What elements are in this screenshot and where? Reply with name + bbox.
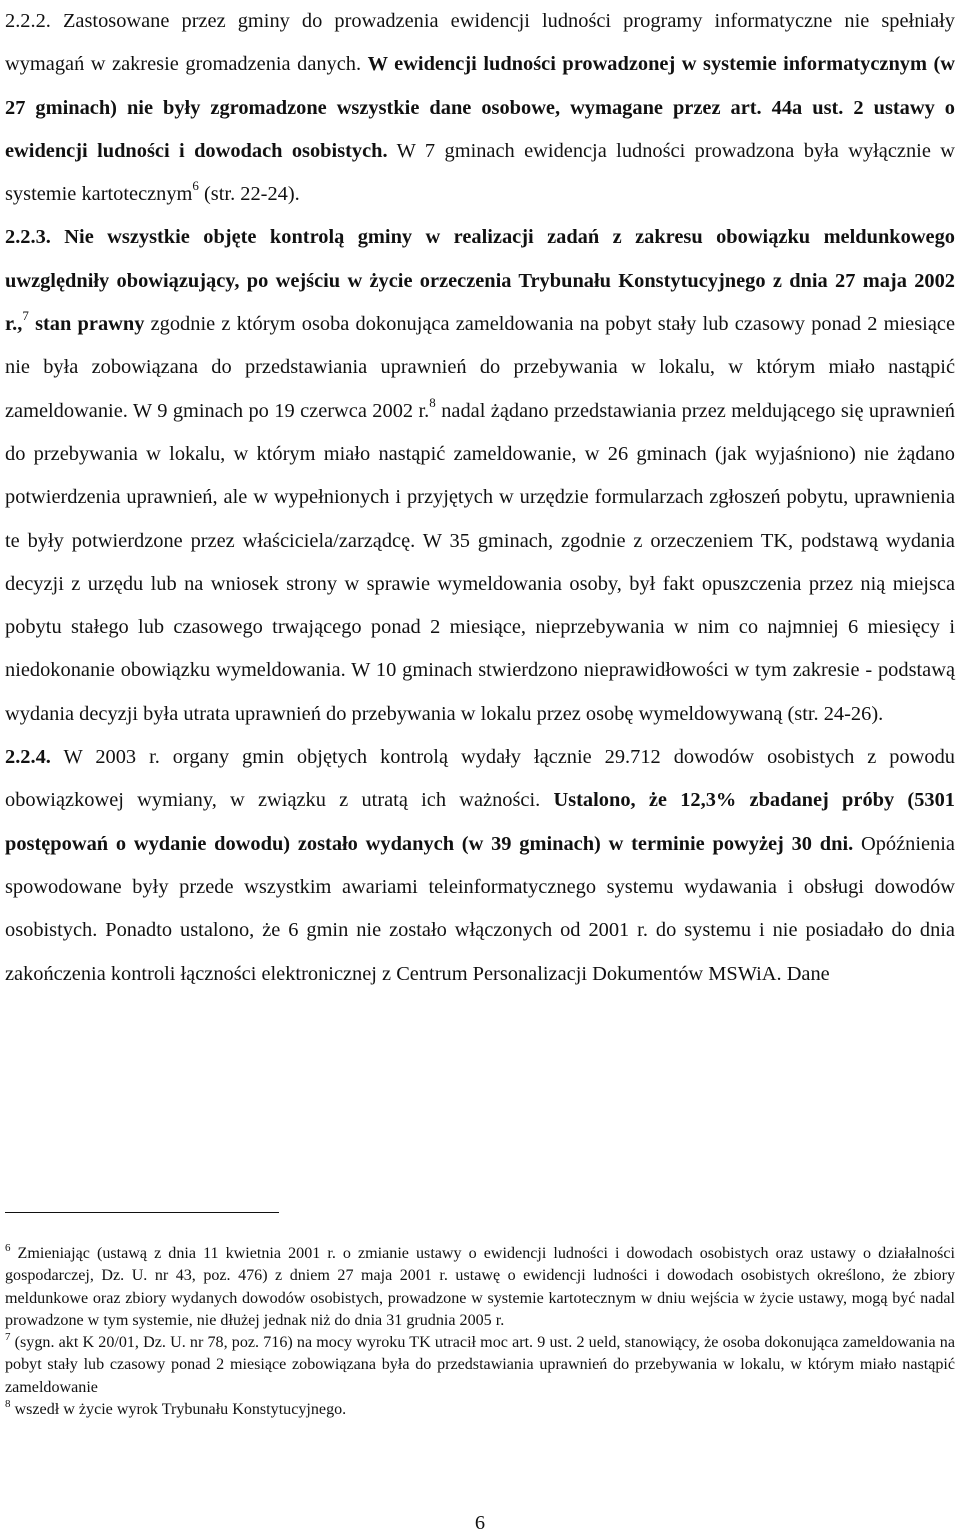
footnote-ref-7[interactable]: 7 bbox=[22, 308, 29, 324]
paragraph-text: W 2003 r. organy gmin objętych kontrolą wydały łącznie 29.712 dowodów osobistych z powodu obowiązkowej wymiany, w związku z utratą ich ważności. bbox=[5, 746, 955, 812]
footnote-6 bbox=[5, 1243, 955, 1332]
page-number: 6 bbox=[474, 1512, 486, 1534]
paragraph-text: Opóźnienia spowodowane były przede wszystkim awariami teleinformatycznego systemu wydawania i obsługi dowodów osobistych. Ponadto ustalono, że 6 gmin nie zostało włączonych od 2001 r. do systemu i nie posiadało do dnia zakończenia kontroli łączności elektronicznej z Centrum Personalizacji Dokumentów MSWiA. Dane bbox=[5, 832, 955, 985]
footnote-ref-8[interactable]: 8 bbox=[429, 394, 436, 410]
paragraph-text: nadal żądano przedstawiania przez meldującego się uprawnień do przebywania w lokalu, w którym miało nastąpić zameldowanie, w 26 gminach (jak wyjaśniono) nie żądano potwierdzenia uprawnień, ale w wypełnionych i przyjętych w urzędzie formularzach zgłoszeń pobytu, uprawnienia te były potwierdzone przez właściciela/zarządcę. W 35 gminach, zgodnie z orzeczeniem TK, podstawą wydania decyzji z urzędu lub na wniosek strony w sprawie wymeldowania osoby, był fakt opuszczenia przez nią miejsca pobytu stałego lub czasowego trwającego ponad 2 miesiące, nieprzebywania w nim co najmniej 6 miesięcy i niedokonanie obowiązku wymeldowania. W 10 gminach stwierdzono nieprawidłowości w tym zakresie - podstawą wydania decyzji była utrata uprawnień do przebywania w lokalu przez osobę wymeldowywaną (str. 24-26). bbox=[5, 399, 955, 725]
paragraph-text: W 7 gminach ewidencja ludności prowadzona była wyłącznie w systemie kartotecznym bbox=[5, 139, 955, 206]
main-text bbox=[5, 0, 955, 996]
section-number: 2.2.3. bbox=[5, 226, 51, 249]
footnote-8 bbox=[5, 1399, 955, 1421]
footnote-text: Zmieniając (ustawą z dnia 11 kwietnia 2001 r. o zmianie ustawy o ewidencji ludności i dowodach osobistych oraz ustawy o działalności gospodarczej, Dz. U. nr 43, poz. 476) z dniem 27 maja 2001 r. ustawę o ewidencji ludności i dowodach osobistych określono, że zbiory meldunkowe oraz zbiory wydanych dowodów osobistych, prowadzone w systemie kartotecznym w dniu wejścia w życie ustawy, mogą być nadal prowadzone w tym systemie, nie dłużej jednak niż do dnia 31 grudnia 2005 r. bbox=[5, 1245, 955, 1329]
footnote-ref-6[interactable]: 6 bbox=[192, 178, 199, 194]
document-page bbox=[5, 0, 955, 996]
paragraph-2-2-2 bbox=[5, 0, 955, 216]
footnote-mark: 7 bbox=[5, 1331, 11, 1344]
bold-finding: Ustalono, że 12,3% zbadanej próby (5301 postępowań o wydanie dowodu) zostało wydanych (w 39 gminach) w terminie powyżej 30 dni. bbox=[5, 789, 955, 855]
footnotes bbox=[5, 1243, 955, 1421]
footnote-text: (sygn. akt K 20/01, Dz. U. nr 78, poz. 716) na mocy wyroku TK utracił moc art. 9 ust. 2 ueld, stanowiący, że osoba dokonująca zameldowania na pobyt stały lub czasowy ponad 2 miesiące zobowiązana była do przedstawiania uprawnień do przebywania w lokalu, w którym miało nastąpić zameldowanie bbox=[5, 1334, 955, 1396]
bold-finding: W ewidencji ludności prowadzonej w systemie informatycznym (w 27 gminach) nie były zgromadzone wszystkie dane osobowe, wymagane przez art. 44a ust. 2 ustawy o ewidencji ludności i dowodach osobistych. bbox=[5, 53, 955, 162]
footnote-text: wszedł w życie wyrok Trybunału Konstytucyjnego. bbox=[10, 1401, 347, 1419]
bold-finding: Nie wszystkie objęte kontrolą gminy w realizacji zadań z zakresu obowiązku meldunkowego uwzględniły obowiązujący, po wejściu w życie orzeczenia Trybunału Konstytucyjnego z dnia 27 maja 2002 r., bbox=[5, 226, 955, 336]
section-number: 2.2.4. bbox=[5, 746, 51, 769]
footnote-mark: 8 bbox=[5, 1398, 11, 1411]
footnote-separator bbox=[5, 1212, 279, 1213]
paragraph-text: Zastosowane przez gminy do prowadzenia ewidencji ludności programy informatyczne nie spełniały wymagań w zakresie gromadzenia danych. bbox=[5, 10, 955, 76]
footnote-7 bbox=[5, 1332, 955, 1399]
paragraph-text: (str. 22-24). bbox=[198, 183, 300, 206]
footnote-mark: 6 bbox=[5, 1242, 11, 1254]
paragraph-2-2-4 bbox=[5, 736, 955, 996]
section-number: 2.2.2. bbox=[5, 10, 51, 32]
bold-finding: stan prawny bbox=[28, 313, 145, 336]
paragraph-text: zgodnie z którym osoba dokonująca zameldowania na pobyt stały lub czasowy ponad 2 miesiące nie była zobowiązana do przedstawiania uprawnień do przebywania w lokalu, w którym miało nastąpić zameldowanie. W 9 gminach po 19 czerwca 2002 r. bbox=[5, 313, 955, 422]
paragraph-2-2-3 bbox=[5, 216, 955, 736]
